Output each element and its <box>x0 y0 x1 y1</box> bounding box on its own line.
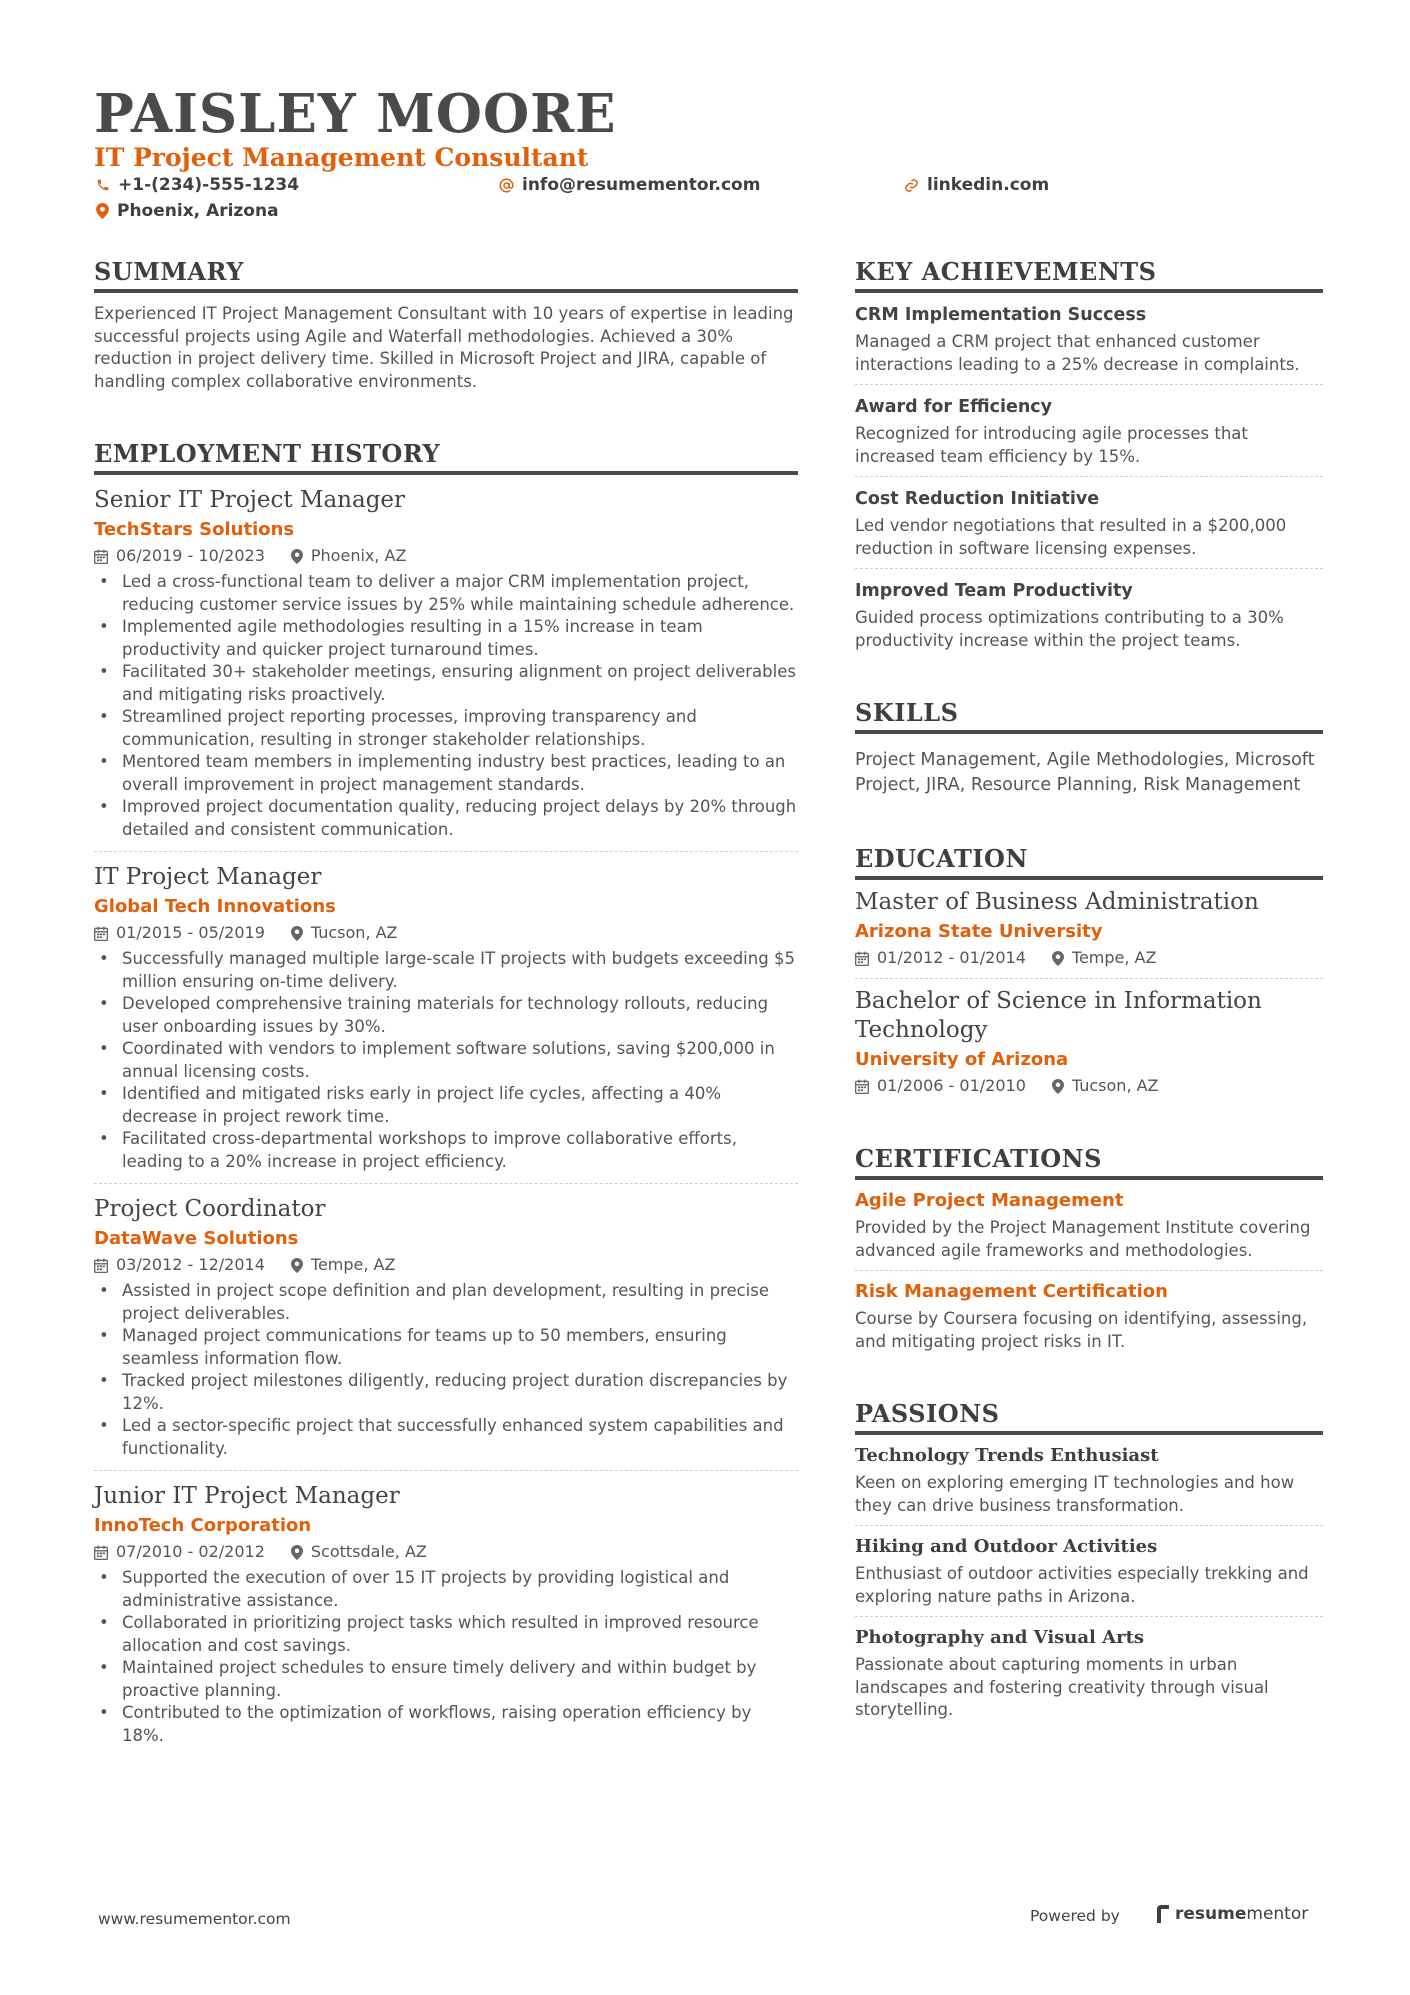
passions-list <box>855 1443 1323 1722</box>
candidate-role: IT Project Management Consultant <box>94 143 589 172</box>
job-title: Junior IT Project Manager <box>94 1483 400 1509</box>
date-range <box>855 946 1026 970</box>
achievement-title: Improved Team Productivity <box>855 581 1133 601</box>
achievement-title: Cost Reduction Initiative <box>855 489 1100 509</box>
date-location-row <box>94 544 798 568</box>
calendar-icon <box>94 1545 108 1560</box>
certification-item <box>855 1188 1323 1262</box>
passion-desc: Keen on exploring emerging IT technologies and how they can drive business transformation. <box>855 1473 1295 1515</box>
contact-email[interactable] <box>499 173 760 197</box>
location-pin-icon <box>291 1545 303 1560</box>
bullet-item: • Assisted in project scope definition and plan development, resulting in precise project deliverables. <box>94 1280 798 1325</box>
certification-desc: Provided by the Project Management Institute covering advanced agile frameworks and methodologies. <box>855 1218 1311 1260</box>
at-icon <box>499 178 514 193</box>
certifications-list <box>855 1188 1323 1353</box>
bullet-item: • Supported the execution of over 15 IT projects by providing logistical and administrative assistance. <box>94 1567 798 1612</box>
location-text: Tucson, AZ <box>1071 1076 1159 1095</box>
job-bullets <box>94 1567 798 1747</box>
footer-powered-by: Powered by <box>1030 1907 1120 1925</box>
job-bullets <box>94 1280 798 1460</box>
job-bullets <box>94 571 798 841</box>
passion-desc: Passionate about capturing moments in urban landscapes and fostering creativity through visual storytelling. <box>855 1655 1269 1719</box>
passion-title: Photography and Visual Arts <box>855 1627 1145 1648</box>
summary-text: Experienced IT Project Management Consultant with 10 years of expertise in leading successful projects using Agile and Waterfall methodologies. Achieved a 30% reduction in project delivery time. Skilled in Microsoft Project and JIRA, capable of handling complex collaborative environments. <box>94 304 794 391</box>
certifications-heading: CERTIFICATIONS <box>855 1142 1323 1180</box>
bullet-item: • Contributed to the optimization of workflows, raising operation efficiency by 18%. <box>94 1702 798 1747</box>
company-name: Global Tech Innovations <box>94 896 336 917</box>
achievement-desc: Recognized for introducing agile processes that increased team efficiency by 15%. <box>855 424 1248 466</box>
date-range <box>94 544 265 568</box>
location-pin-icon <box>291 549 303 564</box>
calendar-icon <box>855 951 869 966</box>
skills-text: Project Management, Agile Methodologies, Microsoft Project, JIRA, Resource Planning, Risk Management <box>855 750 1315 795</box>
achievement-desc: Guided process optimizations contributing to a 30% productivity increase within the project teams. <box>855 608 1284 650</box>
company-name: TechStars Solutions <box>94 519 295 540</box>
job-entry <box>94 1470 798 1747</box>
passion-item <box>855 1616 1323 1722</box>
achievement-desc: Led vendor negotiations that resulted in a $200,000 reduction in software licensing expenses. <box>855 516 1287 558</box>
job-location <box>291 1253 396 1277</box>
achievement-title: Award for Efficiency <box>855 397 1053 417</box>
passion-item <box>855 1443 1323 1517</box>
job-location <box>291 1540 427 1564</box>
candidate-name: PAISLEY MOORE <box>94 83 617 145</box>
brand-mark-icon <box>1155 1904 1171 1924</box>
location-pin-icon <box>291 926 303 941</box>
bullet-item: • Tracked project milestones diligently, reducing project duration discrepancies by 12%. <box>94 1370 798 1415</box>
bullet-item: • Facilitated cross-departmental workshops to improve collaborative efforts, leading to a 20% increase in project efficiency. <box>94 1128 798 1173</box>
bullet-item: • Maintained project schedules to ensure timely delivery and within budget by proactive planning. <box>94 1657 798 1702</box>
date-location-row <box>94 1253 798 1277</box>
location-pin-icon <box>96 203 109 219</box>
bullet-item: • Successfully managed multiple large-scale IT projects with budgets exceeding $5 million ensuring on-time delivery. <box>94 948 798 993</box>
location-pin-icon <box>1052 1079 1064 1094</box>
job-entry <box>94 851 798 1173</box>
calendar-icon <box>94 549 108 564</box>
date-range <box>94 1253 265 1277</box>
bullet-item: • Developed comprehensive training materials for technology rollouts, reducing user onboarding issues by 30%. <box>94 993 798 1038</box>
job-title: Senior IT Project Manager <box>94 487 406 513</box>
degree-title: Master of Business Administration <box>855 889 1259 915</box>
left-column <box>94 255 798 1747</box>
passion-title: Hiking and Outdoor Activities <box>855 1536 1158 1557</box>
date-text: 07/2010 - 02/2012 <box>116 1542 265 1561</box>
job-bullets <box>94 948 798 1173</box>
company-name: InnoTech Corporation <box>94 1515 312 1536</box>
date-range <box>855 1074 1026 1098</box>
location-text: Tucson, AZ <box>310 923 398 942</box>
location-text: Phoenix, Arizona <box>117 201 279 221</box>
location-text: Scottsdale, AZ <box>310 1542 427 1561</box>
bullet-item: • Implemented agile methodologies resulting in a 15% increase in team productivity and quicker project turnaround times. <box>94 616 798 661</box>
divider <box>855 568 1323 569</box>
bullet-item: • Led a sector-specific project that successfully enhanced system capabilities and functionality. <box>94 1415 798 1460</box>
date-text: 01/2012 - 01/2014 <box>877 948 1026 967</box>
bullet-item: • Collaborated in prioritizing project tasks which resulted in improved resource allocation and cost savings. <box>94 1612 798 1657</box>
achievements-heading: KEY ACHIEVEMENTS <box>855 255 1323 293</box>
brand-logo[interactable] <box>1155 1904 1308 1924</box>
calendar-icon <box>94 1258 108 1273</box>
bullet-item: • Led a cross-functional team to deliver a major CRM implementation project, reducing customer service issues by 25% while maintaining schedule adherence. <box>94 571 798 616</box>
divider <box>855 978 1323 979</box>
contact-location <box>96 199 279 223</box>
location-text: Tempe, AZ <box>1071 948 1157 967</box>
passions-heading: PASSIONS <box>855 1397 1323 1435</box>
employment-heading: EMPLOYMENT HISTORY <box>94 437 798 475</box>
location-text: Tempe, AZ <box>310 1255 396 1274</box>
certification-item <box>855 1270 1323 1353</box>
contact-linkedin[interactable] <box>904 173 1049 197</box>
achievements-list <box>855 302 1323 652</box>
education-heading: EDUCATION <box>855 842 1323 880</box>
school-name: Arizona State University <box>855 921 1103 942</box>
divider <box>855 1525 1323 1526</box>
summary-heading: SUMMARY <box>94 255 798 293</box>
education-list <box>855 888 1323 1098</box>
divider <box>94 851 798 852</box>
phone-text: +1-(234)-555-1234 <box>118 175 300 195</box>
right-column <box>855 255 1323 1722</box>
date-location-row <box>94 921 798 945</box>
date-location-row <box>855 1074 1323 1098</box>
location-text: Phoenix, AZ <box>310 546 407 565</box>
bullet-item: • Streamlined project reporting processes, improving transparency and communication, resulting in stronger stakeholder relationships. <box>94 706 798 751</box>
date-location-row <box>855 946 1323 970</box>
date-range <box>94 921 265 945</box>
education-item <box>855 978 1323 1098</box>
achievement-item <box>855 384 1323 468</box>
linkedin-text: linkedin.com <box>927 175 1050 195</box>
bullet-item: • Coordinated with vendors to implement software solutions, saving $200,000 in annual licensing costs. <box>94 1038 798 1083</box>
bullet-item: • Identified and mitigated risks early in project life cycles, affecting a 40% decrease in project rework time. <box>94 1083 798 1128</box>
certification-title: Agile Project Management <box>855 1190 1124 1211</box>
brand-main: resume <box>1175 1904 1247 1924</box>
divider <box>855 1616 1323 1617</box>
date-location-row <box>94 1540 798 1564</box>
calendar-icon <box>94 926 108 941</box>
passion-desc: Enthusiast of outdoor activities especially trekking and exploring nature paths in Arizona. <box>855 1564 1309 1606</box>
job-location <box>1052 946 1157 970</box>
phone-icon <box>96 178 110 192</box>
job-title: IT Project Manager <box>94 864 322 890</box>
job-location <box>1052 1074 1159 1098</box>
achievement-item <box>855 568 1323 652</box>
bullet-item: • Facilitated 30+ stakeholder meetings, ensuring alignment on project deliverables and mitigating risks proactively. <box>94 661 798 706</box>
brand-accent: mentor <box>1246 1904 1309 1924</box>
degree-title: Bachelor of Science in Information Technology <box>855 988 1262 1043</box>
job-location <box>291 544 407 568</box>
achievement-item <box>855 476 1323 560</box>
link-icon <box>904 178 919 193</box>
date-range <box>94 1540 265 1564</box>
divider <box>94 1470 798 1471</box>
divider <box>855 1270 1323 1271</box>
divider <box>855 476 1323 477</box>
education-item <box>855 888 1323 970</box>
achievement-title: CRM Implementation Success <box>855 305 1147 325</box>
skills-heading: SKILLS <box>855 696 1323 734</box>
job-entry <box>94 485 798 841</box>
email-text: info@resumementor.com <box>522 175 761 195</box>
date-text: 03/2012 - 12/2014 <box>116 1255 265 1274</box>
bullet-item: • Mentored team members in implementing industry best practices, leading to an overall improvement in project management standards. <box>94 751 798 796</box>
passion-item <box>855 1525 1323 1608</box>
date-text: 01/2006 - 01/2010 <box>877 1076 1026 1095</box>
school-name: University of Arizona <box>855 1049 1069 1070</box>
divider <box>855 384 1323 385</box>
job-entry <box>94 1183 798 1460</box>
footer-url[interactable]: www.resumementor.com <box>98 1910 291 1928</box>
divider <box>94 1183 798 1184</box>
company-name: DataWave Solutions <box>94 1228 299 1249</box>
employment-list <box>94 485 798 1747</box>
date-text: 01/2015 - 05/2019 <box>116 923 265 942</box>
bullet-item: • Improved project documentation quality, reducing project delays by 20% through detailed and consistent communication. <box>94 796 798 841</box>
job-title: Project Coordinator <box>94 1196 326 1222</box>
passion-title: Technology Trends Enthusiast <box>855 1445 1159 1466</box>
certification-title: Risk Management Certification <box>855 1281 1168 1302</box>
achievement-item <box>855 302 1323 376</box>
contact-phone[interactable] <box>96 173 299 197</box>
achievement-desc: Managed a CRM project that enhanced customer interactions leading to a 25% decrease in complaints. <box>855 332 1300 374</box>
certification-desc: Course by Coursera focusing on identifying, assessing, and mitigating project risks in IT. <box>855 1309 1308 1351</box>
location-pin-icon <box>1052 951 1064 966</box>
location-pin-icon <box>291 1258 303 1273</box>
calendar-icon <box>855 1079 869 1094</box>
bullet-item: • Managed project communications for teams up to 50 members, ensuring seamless information flow. <box>94 1325 798 1370</box>
date-text: 06/2019 - 10/2023 <box>116 546 265 565</box>
job-location <box>291 921 398 945</box>
